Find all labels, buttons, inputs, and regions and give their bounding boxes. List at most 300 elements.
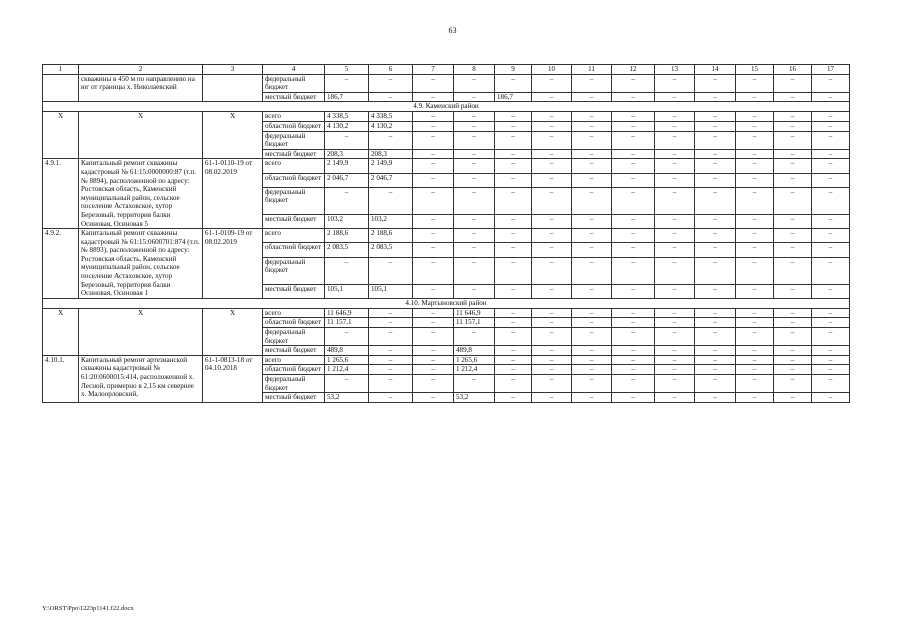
item-name: Капитальный ремонт скважины кадастровый № 61:15:0000000:87 (т.п. № 8894), расположенной по адресу: Ростовская область, Каменский муниципальный район, сельское поселение Астаховское, хутор Березовый, территория балки Осиновая, Осиновая 5	[79, 159, 203, 229]
funding-source: областной бюджет	[263, 318, 325, 328]
amount-cell: –	[572, 346, 612, 356]
amount-cell: –	[369, 346, 413, 356]
amount-cell: 208,3	[325, 149, 369, 159]
amount-cell: –	[369, 328, 413, 346]
amount-cell: –	[774, 74, 812, 92]
amount-cell: 1 212,4	[454, 365, 495, 375]
amount-cell: –	[695, 318, 736, 328]
amount-cell: –	[495, 375, 532, 393]
column-number-cell: 14	[695, 65, 736, 75]
amount-cell: –	[612, 243, 655, 257]
amount-cell: –	[612, 74, 655, 92]
amount-cell: –	[812, 365, 850, 375]
amount-cell: –	[572, 328, 612, 346]
amount-cell: –	[532, 74, 572, 92]
amount-cell: –	[413, 284, 454, 298]
amount-cell: 53,2	[454, 393, 495, 403]
amount-cell: –	[495, 149, 532, 159]
section-header-row	[43, 102, 850, 112]
amount-cell: –	[454, 257, 495, 284]
column-number-cell: 17	[812, 65, 850, 75]
amount-cell: –	[695, 149, 736, 159]
amount-cell: –	[736, 173, 774, 187]
amount-cell: –	[413, 92, 454, 102]
funding-source: всего	[263, 308, 325, 318]
amount-cell: –	[812, 355, 850, 365]
amount-cell: –	[736, 159, 774, 173]
amount-cell: –	[774, 365, 812, 375]
amount-cell: –	[532, 92, 572, 102]
funding-source: всего	[263, 159, 325, 173]
amount-cell: –	[774, 257, 812, 284]
amount-cell: –	[812, 257, 850, 284]
amount-cell: –	[655, 318, 695, 328]
table-row	[43, 308, 850, 318]
amount-cell: 11 646,9	[454, 308, 495, 318]
item-name: скважины в 450 м по направлению на юг от границы х. Николаевский	[79, 74, 203, 102]
amount-cell: –	[454, 187, 495, 214]
amount-cell: –	[369, 355, 413, 365]
amount-cell: 11 646,9	[325, 308, 369, 318]
item-number: 4.9.1.	[43, 159, 79, 229]
amount-cell: –	[532, 173, 572, 187]
amount-cell: –	[572, 214, 612, 228]
amount-cell: 105,1	[369, 284, 413, 298]
amount-cell: –	[495, 112, 532, 122]
amount-cell: –	[413, 318, 454, 328]
amount-cell: –	[572, 173, 612, 187]
amount-cell: 186,7	[325, 92, 369, 102]
column-number-cell: 15	[736, 65, 774, 75]
amount-cell: –	[695, 229, 736, 243]
amount-cell: –	[369, 74, 413, 92]
amount-cell: 103,2	[325, 214, 369, 228]
amount-cell: –	[495, 159, 532, 173]
amount-cell: –	[532, 375, 572, 393]
amount-cell: –	[532, 346, 572, 356]
item-name: Х	[79, 112, 203, 159]
column-number-cell: 2	[79, 65, 203, 75]
amount-cell: –	[572, 229, 612, 243]
amount-cell: –	[495, 131, 532, 149]
section-title: 4.10. Мартыновский район	[43, 298, 850, 308]
amount-cell: –	[532, 243, 572, 257]
amount-cell: –	[532, 149, 572, 159]
amount-cell: –	[736, 328, 774, 346]
amount-cell: –	[655, 173, 695, 187]
document-ref: Х	[203, 112, 263, 159]
amount-cell: –	[774, 173, 812, 187]
amount-cell: –	[655, 375, 695, 393]
document-ref	[203, 74, 263, 102]
amount-cell: –	[454, 328, 495, 346]
amount-cell: –	[369, 365, 413, 375]
amount-cell: –	[369, 92, 413, 102]
amount-cell: –	[736, 365, 774, 375]
document-ref: 61-1-0110-19 от 08.02.2019	[203, 159, 263, 229]
column-number-cell: 13	[655, 65, 695, 75]
amount-cell: –	[572, 149, 612, 159]
amount-cell: –	[655, 365, 695, 375]
amount-cell: –	[695, 375, 736, 393]
amount-cell: –	[413, 187, 454, 214]
amount-cell: –	[495, 318, 532, 328]
amount-cell: –	[612, 318, 655, 328]
table-row	[43, 112, 850, 122]
amount-cell: –	[774, 159, 812, 173]
amount-cell: –	[612, 257, 655, 284]
amount-cell: –	[454, 243, 495, 257]
amount-cell: –	[572, 284, 612, 298]
amount-cell: 489,8	[454, 346, 495, 356]
amount-cell: –	[532, 187, 572, 214]
amount-cell: –	[655, 243, 695, 257]
amount-cell: –	[695, 257, 736, 284]
amount-cell: –	[774, 214, 812, 228]
amount-cell: –	[612, 375, 655, 393]
section-header-row	[43, 298, 850, 308]
amount-cell: –	[413, 121, 454, 131]
amount-cell: –	[495, 355, 532, 365]
amount-cell: –	[495, 328, 532, 346]
amount-cell: –	[612, 308, 655, 318]
section-title: 4.9. Каменский район	[43, 102, 850, 112]
amount-cell: –	[812, 328, 850, 346]
amount-cell: 1 212,4	[325, 365, 369, 375]
file-path-footer: Y:\ORST\Ppo\1223p1141.f22.docx	[42, 605, 134, 612]
table-row	[43, 74, 850, 92]
amount-cell: –	[736, 318, 774, 328]
amount-cell: –	[655, 131, 695, 149]
amount-cell: 4 338,5	[369, 112, 413, 122]
column-number-cell: 1	[43, 65, 79, 75]
amount-cell: –	[572, 112, 612, 122]
amount-cell: –	[413, 229, 454, 243]
amount-cell: –	[695, 121, 736, 131]
amount-cell: –	[532, 112, 572, 122]
budget-table	[42, 64, 850, 403]
amount-cell: –	[774, 131, 812, 149]
amount-cell: –	[572, 92, 612, 102]
amount-cell: –	[454, 375, 495, 393]
amount-cell: –	[325, 74, 369, 92]
amount-cell: –	[532, 308, 572, 318]
amount-cell: –	[454, 121, 495, 131]
amount-cell: –	[655, 308, 695, 318]
funding-source: местный бюджет	[263, 346, 325, 356]
amount-cell: –	[812, 375, 850, 393]
amount-cell: –	[695, 159, 736, 173]
funding-source: всего	[263, 355, 325, 365]
amount-cell: –	[812, 112, 850, 122]
amount-cell: –	[812, 173, 850, 187]
amount-cell: –	[454, 74, 495, 92]
amount-cell: –	[612, 112, 655, 122]
item-number: 4.10.1.	[43, 355, 79, 402]
amount-cell: –	[413, 393, 454, 403]
amount-cell: –	[736, 112, 774, 122]
funding-source: федеральный бюджет	[263, 131, 325, 149]
document-ref: 61-1-0109-19 от 08.02.2019	[203, 229, 263, 299]
funding-source: федеральный бюджет	[263, 328, 325, 346]
amount-cell: –	[736, 121, 774, 131]
amount-cell: –	[532, 131, 572, 149]
amount-cell: –	[413, 149, 454, 159]
amount-cell: –	[413, 355, 454, 365]
amount-cell: –	[495, 365, 532, 375]
amount-cell: –	[495, 229, 532, 243]
funding-source: местный бюджет	[263, 393, 325, 403]
amount-cell: –	[369, 131, 413, 149]
item-name: Х	[79, 308, 203, 355]
item-number: 4.9.2.	[43, 229, 79, 299]
amount-cell: –	[612, 131, 655, 149]
amount-cell: –	[413, 112, 454, 122]
amount-cell: –	[454, 159, 495, 173]
amount-cell: –	[454, 173, 495, 187]
amount-cell: –	[413, 159, 454, 173]
amount-cell: –	[774, 346, 812, 356]
amount-cell: –	[695, 187, 736, 214]
amount-cell: –	[413, 243, 454, 257]
amount-cell: 2 046,7	[325, 173, 369, 187]
amount-cell: –	[695, 393, 736, 403]
amount-cell: 186,7	[495, 92, 532, 102]
amount-cell: –	[369, 375, 413, 393]
amount-cell: –	[736, 149, 774, 159]
amount-cell: –	[812, 159, 850, 173]
amount-cell: 11 157,1	[454, 318, 495, 328]
amount-cell: –	[695, 92, 736, 102]
amount-cell: 208,3	[369, 149, 413, 159]
table-row	[43, 159, 850, 173]
amount-cell: –	[532, 214, 572, 228]
amount-cell: –	[454, 284, 495, 298]
amount-cell: –	[655, 92, 695, 102]
amount-cell: 1 265,6	[454, 355, 495, 365]
amount-cell: –	[655, 149, 695, 159]
amount-cell: –	[812, 149, 850, 159]
amount-cell: –	[454, 229, 495, 243]
amount-cell: –	[695, 308, 736, 318]
amount-cell: –	[774, 318, 812, 328]
amount-cell: –	[572, 365, 612, 375]
amount-cell: –	[736, 284, 774, 298]
amount-cell: –	[572, 393, 612, 403]
amount-cell: –	[655, 159, 695, 173]
amount-cell: –	[369, 187, 413, 214]
amount-cell: –	[655, 284, 695, 298]
amount-cell: –	[612, 284, 655, 298]
column-number-cell: 3	[203, 65, 263, 75]
amount-cell: –	[572, 243, 612, 257]
amount-cell: –	[812, 214, 850, 228]
amount-cell: –	[812, 187, 850, 214]
amount-cell: –	[612, 187, 655, 214]
amount-cell: –	[532, 284, 572, 298]
amount-cell: –	[369, 318, 413, 328]
amount-cell: 489,8	[325, 346, 369, 356]
amount-cell: –	[774, 243, 812, 257]
amount-cell: 2 046,7	[369, 173, 413, 187]
amount-cell: –	[612, 355, 655, 365]
amount-cell: –	[655, 229, 695, 243]
amount-cell: –	[572, 131, 612, 149]
amount-cell: –	[612, 149, 655, 159]
amount-cell: –	[572, 159, 612, 173]
amount-cell: 2 083,5	[369, 243, 413, 257]
amount-cell: –	[612, 121, 655, 131]
amount-cell: 2 149,9	[325, 159, 369, 173]
item-number: Х	[43, 112, 79, 159]
amount-cell: –	[695, 346, 736, 356]
amount-cell: –	[812, 121, 850, 131]
amount-cell: –	[736, 214, 774, 228]
amount-cell: –	[532, 229, 572, 243]
amount-cell: –	[325, 131, 369, 149]
amount-cell: –	[612, 229, 655, 243]
column-number-row	[43, 65, 850, 75]
table-row	[43, 229, 850, 243]
column-number-cell: 8	[454, 65, 495, 75]
funding-source: областной бюджет	[263, 121, 325, 131]
amount-cell: –	[413, 74, 454, 92]
amount-cell: 2 083,5	[325, 243, 369, 257]
amount-cell: –	[572, 257, 612, 284]
amount-cell: –	[612, 393, 655, 403]
amount-cell: –	[736, 308, 774, 318]
amount-cell: –	[413, 365, 454, 375]
amount-cell: –	[655, 112, 695, 122]
amount-cell: 105,1	[325, 284, 369, 298]
amount-cell: –	[532, 318, 572, 328]
amount-cell: –	[774, 375, 812, 393]
document-ref: 61-1-0813-18 от 04.10.2018	[203, 355, 263, 402]
amount-cell: –	[495, 187, 532, 214]
amount-cell: –	[495, 173, 532, 187]
funding-source: областной бюджет	[263, 365, 325, 375]
column-number-cell: 7	[413, 65, 454, 75]
amount-cell: –	[454, 214, 495, 228]
table-row	[43, 355, 850, 365]
amount-cell: –	[612, 365, 655, 375]
amount-cell: –	[695, 284, 736, 298]
amount-cell: –	[774, 121, 812, 131]
amount-cell: –	[812, 131, 850, 149]
amount-cell: 4 130,2	[369, 121, 413, 131]
amount-cell: –	[454, 112, 495, 122]
amount-cell: 2 149,9	[369, 159, 413, 173]
amount-cell: –	[774, 328, 812, 346]
amount-cell: –	[325, 257, 369, 284]
amount-cell: –	[812, 92, 850, 102]
amount-cell: –	[612, 328, 655, 346]
item-name: Капитальный ремонт скважины кадастровый № 61:15:0600701:874 (т.п. № 8893), расположенной по адресу: Ростовская область, Каменский муниципальный район, сельское поселение Астаховское, хутор Березовый, территория балки Осиновая, Осиновая 1	[79, 229, 203, 299]
funding-source: федеральный бюджет	[263, 187, 325, 214]
amount-cell: –	[655, 121, 695, 131]
amount-cell: –	[736, 375, 774, 393]
amount-cell: –	[325, 187, 369, 214]
amount-cell: –	[413, 214, 454, 228]
amount-cell: –	[495, 308, 532, 318]
amount-cell: –	[532, 355, 572, 365]
amount-cell: –	[612, 214, 655, 228]
amount-cell: –	[655, 393, 695, 403]
funding-source: местный бюджет	[263, 92, 325, 102]
amount-cell: –	[736, 355, 774, 365]
column-number-cell: 9	[495, 65, 532, 75]
funding-source: местный бюджет	[263, 149, 325, 159]
amount-cell: –	[369, 257, 413, 284]
amount-cell: –	[325, 328, 369, 346]
amount-cell: –	[495, 346, 532, 356]
amount-cell: 2 188,6	[369, 229, 413, 243]
amount-cell: –	[572, 355, 612, 365]
amount-cell: –	[612, 346, 655, 356]
amount-cell: –	[695, 214, 736, 228]
amount-cell: –	[695, 243, 736, 257]
amount-cell: –	[572, 308, 612, 318]
amount-cell: –	[572, 74, 612, 92]
amount-cell: –	[812, 243, 850, 257]
amount-cell: –	[532, 365, 572, 375]
amount-cell: –	[369, 393, 413, 403]
amount-cell: –	[695, 355, 736, 365]
funding-source: федеральный бюджет	[263, 257, 325, 284]
amount-cell: –	[812, 284, 850, 298]
amount-cell: –	[695, 328, 736, 346]
amount-cell: –	[812, 74, 850, 92]
amount-cell: –	[774, 92, 812, 102]
amount-cell: –	[495, 284, 532, 298]
amount-cell: –	[413, 131, 454, 149]
funding-source: всего	[263, 112, 325, 122]
amount-cell: –	[325, 375, 369, 393]
column-number-cell: 16	[774, 65, 812, 75]
amount-cell: –	[695, 74, 736, 92]
amount-cell: –	[812, 308, 850, 318]
amount-cell: –	[655, 355, 695, 365]
column-number-cell: 11	[572, 65, 612, 75]
amount-cell: –	[774, 229, 812, 243]
amount-cell: –	[532, 328, 572, 346]
amount-cell: –	[495, 243, 532, 257]
amount-cell: –	[454, 149, 495, 159]
amount-cell: –	[612, 173, 655, 187]
funding-source: всего	[263, 229, 325, 243]
amount-cell: –	[774, 112, 812, 122]
column-number-cell: 5	[325, 65, 369, 75]
amount-cell: 11 157,1	[325, 318, 369, 328]
amount-cell: –	[812, 318, 850, 328]
amount-cell: 103,2	[369, 214, 413, 228]
funding-source: федеральный бюджет	[263, 74, 325, 92]
column-number-cell: 12	[612, 65, 655, 75]
amount-cell: –	[695, 131, 736, 149]
amount-cell: –	[612, 159, 655, 173]
item-number	[43, 74, 79, 102]
amount-cell: –	[532, 121, 572, 131]
column-number-cell: 6	[369, 65, 413, 75]
amount-cell: –	[369, 308, 413, 318]
column-number-cell: 10	[532, 65, 572, 75]
amount-cell: –	[454, 92, 495, 102]
amount-cell: –	[695, 112, 736, 122]
item-number: Х	[43, 308, 79, 355]
amount-cell: –	[695, 365, 736, 375]
amount-cell: –	[736, 393, 774, 403]
amount-cell: –	[572, 375, 612, 393]
